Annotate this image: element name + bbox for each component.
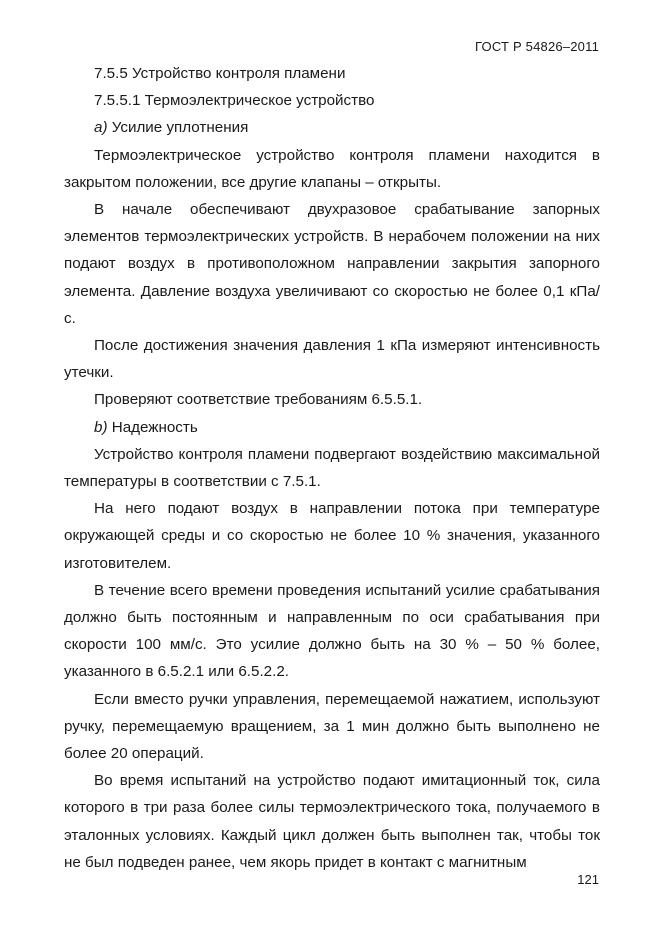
paragraph-2: В начале обеспечивают двухразовое срабатывание запорных элементов термоэлектрических устройств. В нерабочем положении на них подают воздух в противоположном направлении закрытия запорного элемента. Давление воздуха увеличивают со скоростью не более 0,1 кПа/с.: [64, 201, 600, 327]
paragraph-8: Если вместо ручки управления, перемещаемой нажатием, используют ручку, перемещаемую вращением, за 1 мин должно быть выполнено не более 20 операций.: [64, 690, 600, 763]
section-heading-7-5-5-1: 7.5.5.1 Термоэлектрическое устройство: [94, 92, 375, 110]
document-header: [475, 39, 599, 54]
item-b-marker: b): [94, 418, 108, 436]
item-b-heading: [64, 414, 600, 441]
paragraph-9: Во время испытаний на устройство подают имитационный ток, сила которого в три раза более силы термоэлектрического тока, получаемого в эталонных условиях. Каждый цикл должен быть выполнен так, чтобы ток не был подведен ранее, чем якорь придет в контакт с магнитным: [64, 772, 600, 871]
page-number: 121: [577, 872, 599, 887]
section-heading-7-5-5: 7.5.5 Устройство контроля пламени: [94, 65, 346, 82]
item-a-heading: [64, 114, 600, 141]
standard-designation: ГОСТ Р 54826–2011: [475, 39, 599, 54]
paragraph-3: После достижения значения давления 1 кПа измеряют интенсивность утечки.: [64, 337, 600, 382]
paragraph-7: В течение всего времени проведения испытаний усилие срабатывания должно быть постоянным и направленным по оси срабатывания при скорости 100 мм/с. Это усилие должно быть на 30 % – 50 % более, указанного в 6.5.2.1 или 6.5.2.2.: [64, 581, 600, 681]
paragraph-5: Устройство контроля пламени подвергают воздействию максимальной температуры в соответствии с 7.5.1.: [64, 445, 600, 491]
paragraph-4: Проверяют соответствие требованиям 6.5.5.1.: [94, 391, 423, 409]
paragraph-1: Термоэлектрическое устройство контроля пламени находится в закрытом положении, все другие клапаны – открыты.: [64, 146, 600, 191]
item-a-marker: a): [94, 119, 108, 137]
item-a-title: Усилие уплотнения: [107, 119, 249, 137]
paragraph-6: На него подают воздух в направлении потока при температуре окружающей среды и со скоростью не более 10 % значения, указанного изготовителем.: [64, 500, 600, 572]
item-b-title: Надежность: [107, 418, 198, 436]
document-body: [64, 60, 600, 876]
